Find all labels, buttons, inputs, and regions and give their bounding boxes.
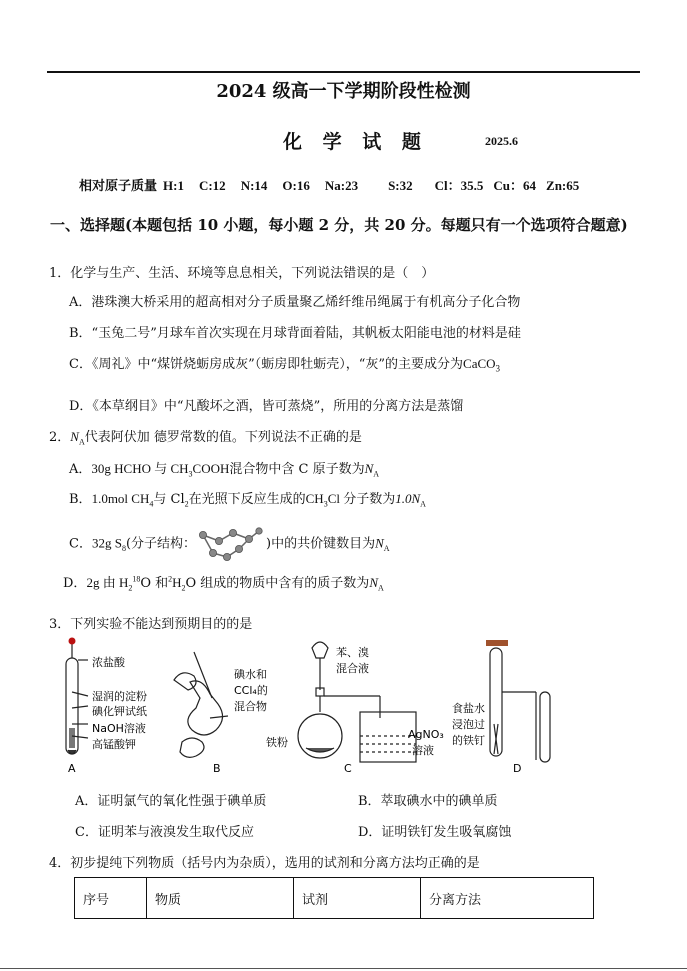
- section-heading: 一、选择题(本题包括 10 小题，每小题 2 分，共 20 分。每题只有一个选项符合题意): [50, 216, 628, 234]
- atomic-mass: H:1: [163, 178, 184, 193]
- apparatus-c: [298, 642, 416, 762]
- exam-date: 2025.6: [485, 134, 518, 148]
- label-ccl4: CCl₄的: [234, 684, 268, 697]
- q1-option-c: [69, 353, 500, 374]
- question-1-stem: 1．化学与生产、生活、环境等息息相关，下列说法错误的是（ ）: [49, 266, 435, 281]
- q2-d-isotope1: 18: [132, 574, 141, 584]
- apparatus-a: [66, 642, 88, 754]
- atomic-mass: N:14: [240, 178, 268, 193]
- atomic-mass: Zn:65: [546, 178, 580, 193]
- q3-option-d: D．证明铁钉发生吸氧腐蚀: [358, 825, 512, 840]
- na-subscript: A: [78, 437, 85, 447]
- atomic-mass: Cl：35.5: [434, 178, 484, 193]
- q2-option-b: B．1.0mol $CH_4$与 $Cl_2$在光照下反应生成的$CH_3Cl$ 分子数为$1.0N_A$: [69, 491, 426, 509]
- q1-option-a: A．港珠澳大桥采用的超高相对分子质量聚乙烯纤维吊绳属于有机高分子化合物: [69, 295, 521, 310]
- table-header-row: [75, 878, 594, 919]
- na-subscript: A: [420, 499, 426, 509]
- q2-option-c: [69, 527, 390, 561]
- q2-c-sub: 8: [121, 544, 126, 554]
- experiment-figure: [50, 632, 590, 774]
- q2-a-text: 混合物中含 C 原子数为: [229, 462, 365, 477]
- table-header-substance: 物质: [147, 878, 294, 919]
- label-solution: 溶液: [412, 744, 434, 757]
- q2-b-chem: 1.0mol CH: [91, 491, 150, 506]
- question-4-stem: 4．初步提纯下列物质（括号内为杂质），选用的试剂和分离方法均正确的是: [49, 856, 480, 871]
- figure-letter-c: C: [344, 762, 352, 774]
- label-iron-powder: 铁粉: [266, 736, 288, 749]
- atomic-masses-label: 相对原子质量: [79, 178, 158, 193]
- q3-option-a: A．证明氯气的氧化性强于碘单质: [75, 794, 267, 809]
- atomic-mass: C:12: [198, 178, 226, 193]
- q1-option-d: D．《本草纲目》中“凡酸坏之酒，皆可蒸烧”，所用的分离方法是蒸馏: [69, 399, 464, 414]
- figure-letter-b: B: [213, 762, 221, 774]
- q2-d-chem: 2g 由 H: [86, 575, 129, 590]
- label-iron-nail: 的铁钉: [452, 734, 485, 747]
- label-wet-starch: 湿润的淀粉: [92, 690, 147, 703]
- dropper-bulb-icon: [69, 638, 76, 645]
- q2-b-chem3: Cl 分子数为: [327, 491, 396, 506]
- q2-c-prefix: C．: [69, 536, 92, 552]
- table-header-reagent: 试剂: [294, 878, 421, 919]
- label-mixture: 混合物: [234, 700, 267, 713]
- q2-d-prefix: D．: [63, 576, 87, 591]
- apparatus-b: [174, 652, 228, 757]
- na-symbol: N: [369, 575, 378, 590]
- label-soaked: 浸泡过: [452, 718, 485, 731]
- atomic-mass: O:16: [282, 178, 310, 193]
- label-benzene-bromine: 苯、溴: [336, 646, 369, 659]
- q2-b-text1: 与 Cl: [153, 492, 185, 507]
- q2-b-text2: 在光照下反应生成的: [188, 492, 306, 507]
- q2-option-a: A．30g HCHO 与 $CH_3COOH$混合物中含 C 原子数为$N_A$: [69, 461, 380, 479]
- q2-c-text1: (分子结构：: [125, 536, 197, 552]
- na-subscript: A: [373, 469, 380, 479]
- atomic-mass: S:32: [388, 178, 413, 193]
- figure-letter-d: D: [513, 762, 522, 774]
- table-header-number: 序号: [75, 878, 147, 919]
- label-salt-water: 食盐水: [452, 702, 485, 715]
- exam-title: 2024 级高一下学期阶段性检测: [216, 81, 471, 102]
- na-symbol: N: [375, 535, 384, 551]
- q2-d-text2: O 组成的物质中含有的质子数为: [185, 576, 370, 591]
- q2-a-chem: 30g HCHO 与 CH: [91, 461, 189, 476]
- table-header-separation: 分离方法: [421, 878, 594, 919]
- question-3-stem: 3．下列实验不能达到预期目的的是: [49, 617, 253, 632]
- q2-d-chem2: H: [172, 575, 182, 590]
- label-agno3: AgNO₃: [408, 728, 444, 741]
- q4-table: [74, 877, 594, 919]
- question-2-stem: [49, 426, 362, 447]
- top-rule: [47, 71, 640, 73]
- caco3-subscript: 3: [495, 363, 501, 374]
- q2-stem-text: 代表阿伏加 德罗常数的值。下列说法不正确的是: [84, 430, 362, 445]
- q1-option-b: B．“玉兔二号”月球车首次实现在月球背面着陆，其帆板太阳能电池的材料是硅: [69, 326, 521, 341]
- q2-c-text2: )中的共价键数目为: [266, 536, 376, 552]
- label-kmno4: 高锰酸钾: [92, 738, 136, 751]
- apparatus-d: [486, 640, 550, 762]
- q2-c-chem: 32g S: [91, 535, 122, 551]
- q2-a-prefix: A．: [69, 462, 92, 477]
- caco3-formula: CaCO: [463, 356, 496, 371]
- figure-letter-a: A: [68, 762, 76, 774]
- na-subscript: A: [383, 544, 390, 554]
- na-symbol: N: [70, 429, 79, 444]
- atomic-mass: Cu：64: [493, 178, 537, 193]
- na-symbol: N: [364, 461, 374, 476]
- q2-number: 2．: [49, 430, 71, 445]
- label-mixed-liquid: 混合液: [336, 662, 369, 675]
- q1-option-c-text: C．《周礼》中“煤饼烧蛎房成灰”（蛎房即牡蛎壳），“灰”的主要成分为: [69, 357, 464, 372]
- label-iodine-water: 碘水和: [234, 668, 267, 681]
- q2-b-prefix: B．: [69, 492, 92, 507]
- q2-d-isotope2: 2: [168, 574, 173, 584]
- q3-option-c: C．证明苯与液溴发生取代反应: [75, 825, 254, 840]
- q2-option-d: D．2g 由 $H_2^{18}O$ 和$^2H_2O$ 组成的物质中含有的质子数为$N_A$: [63, 574, 384, 593]
- q2-a-chem2: COOH: [192, 461, 230, 476]
- label-naoh: NaOH溶液: [92, 722, 146, 735]
- atomic-mass: Na:23: [324, 178, 359, 193]
- label-conc-hcl: 浓盐酸: [92, 656, 125, 669]
- q2-d-text1: O 和: [140, 576, 169, 591]
- na-subscript: A: [377, 583, 384, 593]
- label-ki-paper: 碘化钾试纸: [92, 705, 147, 718]
- subject-title: 化 学 试 题: [283, 131, 428, 153]
- s8-molecule-structure: [199, 527, 263, 561]
- q3-option-b: B．萃取碘水中的碘单质: [358, 794, 498, 809]
- q2-b-chem2: CH: [305, 491, 324, 506]
- atomic-masses: [79, 175, 594, 194]
- bottom-rule: [0, 968, 687, 969]
- q2-b-value: 1.0N: [395, 491, 421, 506]
